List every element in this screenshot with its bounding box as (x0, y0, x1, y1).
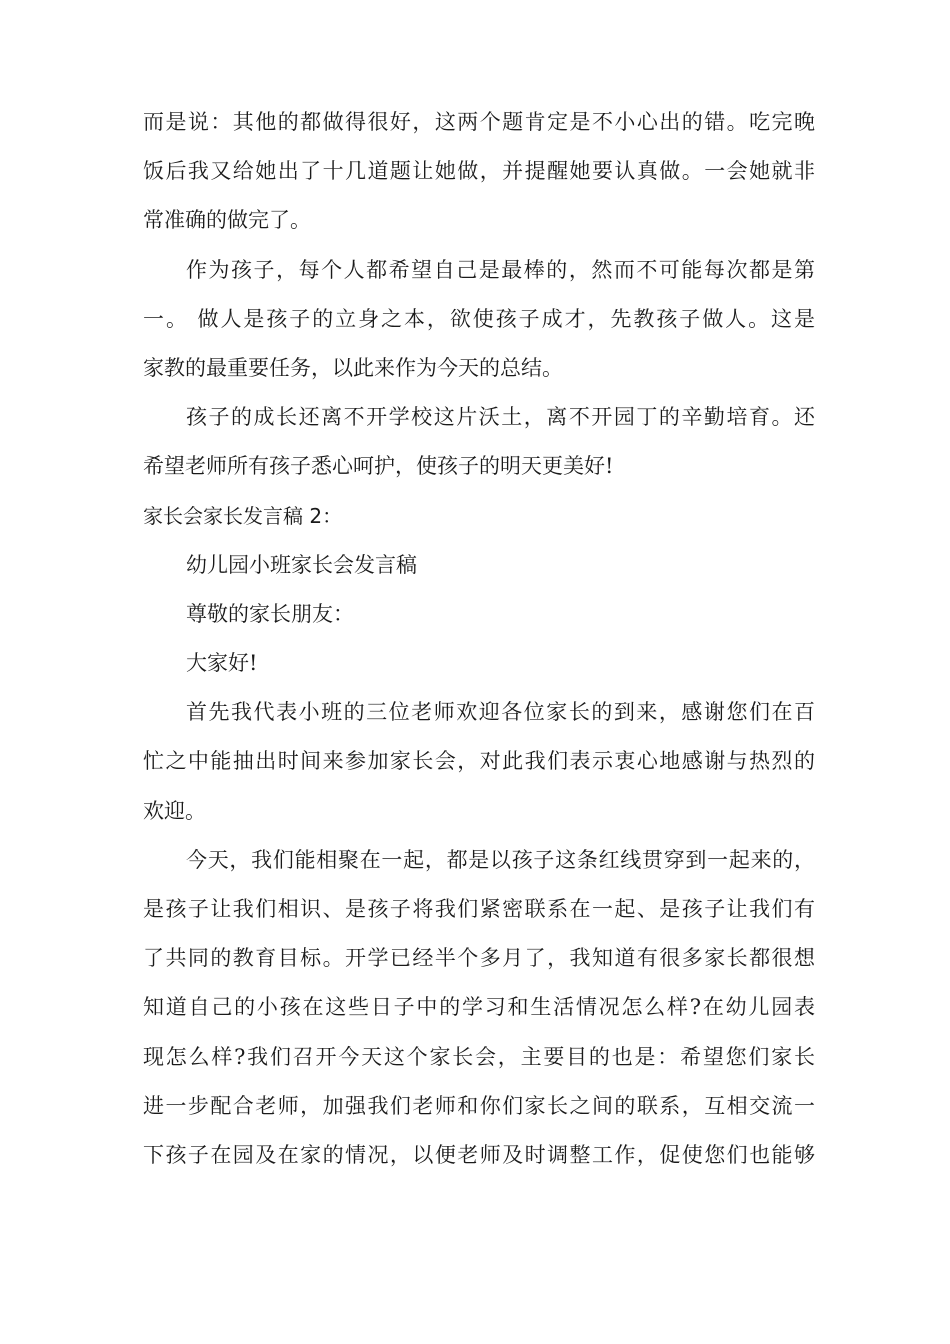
paragraph-line: 首先我代表小班的三位老师欢迎各位家长的到来，感谢您们在百 (186, 700, 815, 725)
paragraph-line: 饭后我又给她出了十几道题让她做，并提醒她要认真做。一会她就非 (143, 159, 815, 184)
paragraph-line: 现怎么样?我们召开今天这个家长会，主要目的也是：希望您们家长 (143, 1044, 815, 1069)
paragraph-line: 进一步配合老师，加强我们老师和你们家长之间的联系，互相交流一 (143, 1093, 815, 1118)
paragraph-line: 知道自己的小孩在这些日子中的学习和生活情况怎么样?在幼儿园表 (143, 995, 815, 1020)
paragraph-line: 作为孩子，每个人都希望自己是最棒的，然而不可能每次都是第 (186, 257, 815, 282)
paragraph-line: 忙之中能抽出时间来参加家长会，对此我们表示衷心地感谢与热烈的 (143, 749, 815, 774)
paragraph-line: 家教的最重要任务，以此来作为今天的总结。 (143, 355, 563, 380)
paragraph-line: 孩子的成长还离不开学校这片沃土，离不开园丁的辛勤培育。还 (186, 405, 815, 430)
paragraph-line: 一。 做人是孩子的立身之本，欲使孩子成才，先教孩子做人。这是 (143, 306, 815, 331)
speech-title: 幼儿园小班家长会发言稿 (186, 552, 417, 577)
paragraph-line: 下孩子在园及在家的情况，以便老师及时调整工作，促使您们也能够 (143, 1142, 815, 1167)
paragraph-line: 了共同的教育目标。开学已经半个多月了，我知道有很多家长都很想 (143, 946, 815, 971)
salutation: 尊敬的家长朋友： (186, 601, 354, 626)
paragraph-line: 是孩子让我们相识、是孩子将我们紧密联系在一起、是孩子让我们有 (143, 897, 815, 921)
paragraph-line: 而是说：其他的都做得很好，这两个题肯定是不小心出的错。吃完晚 (143, 110, 815, 134)
paragraph-line: 常准确的做完了。 (143, 208, 311, 233)
greeting: 大家好! (186, 651, 258, 676)
paragraph-line: 希望老师所有孩子悉心呵护，使孩子的明天更美好! (143, 454, 614, 479)
document-page (143, 98, 815, 1180)
paragraph-line: 欢迎。 (143, 798, 206, 823)
paragraph-line: 今天，我们能相聚在一起，都是以孩子这条红线贯穿到一起来的， (186, 847, 815, 872)
section-heading: 家长会家长发言稿 2： (143, 503, 343, 528)
